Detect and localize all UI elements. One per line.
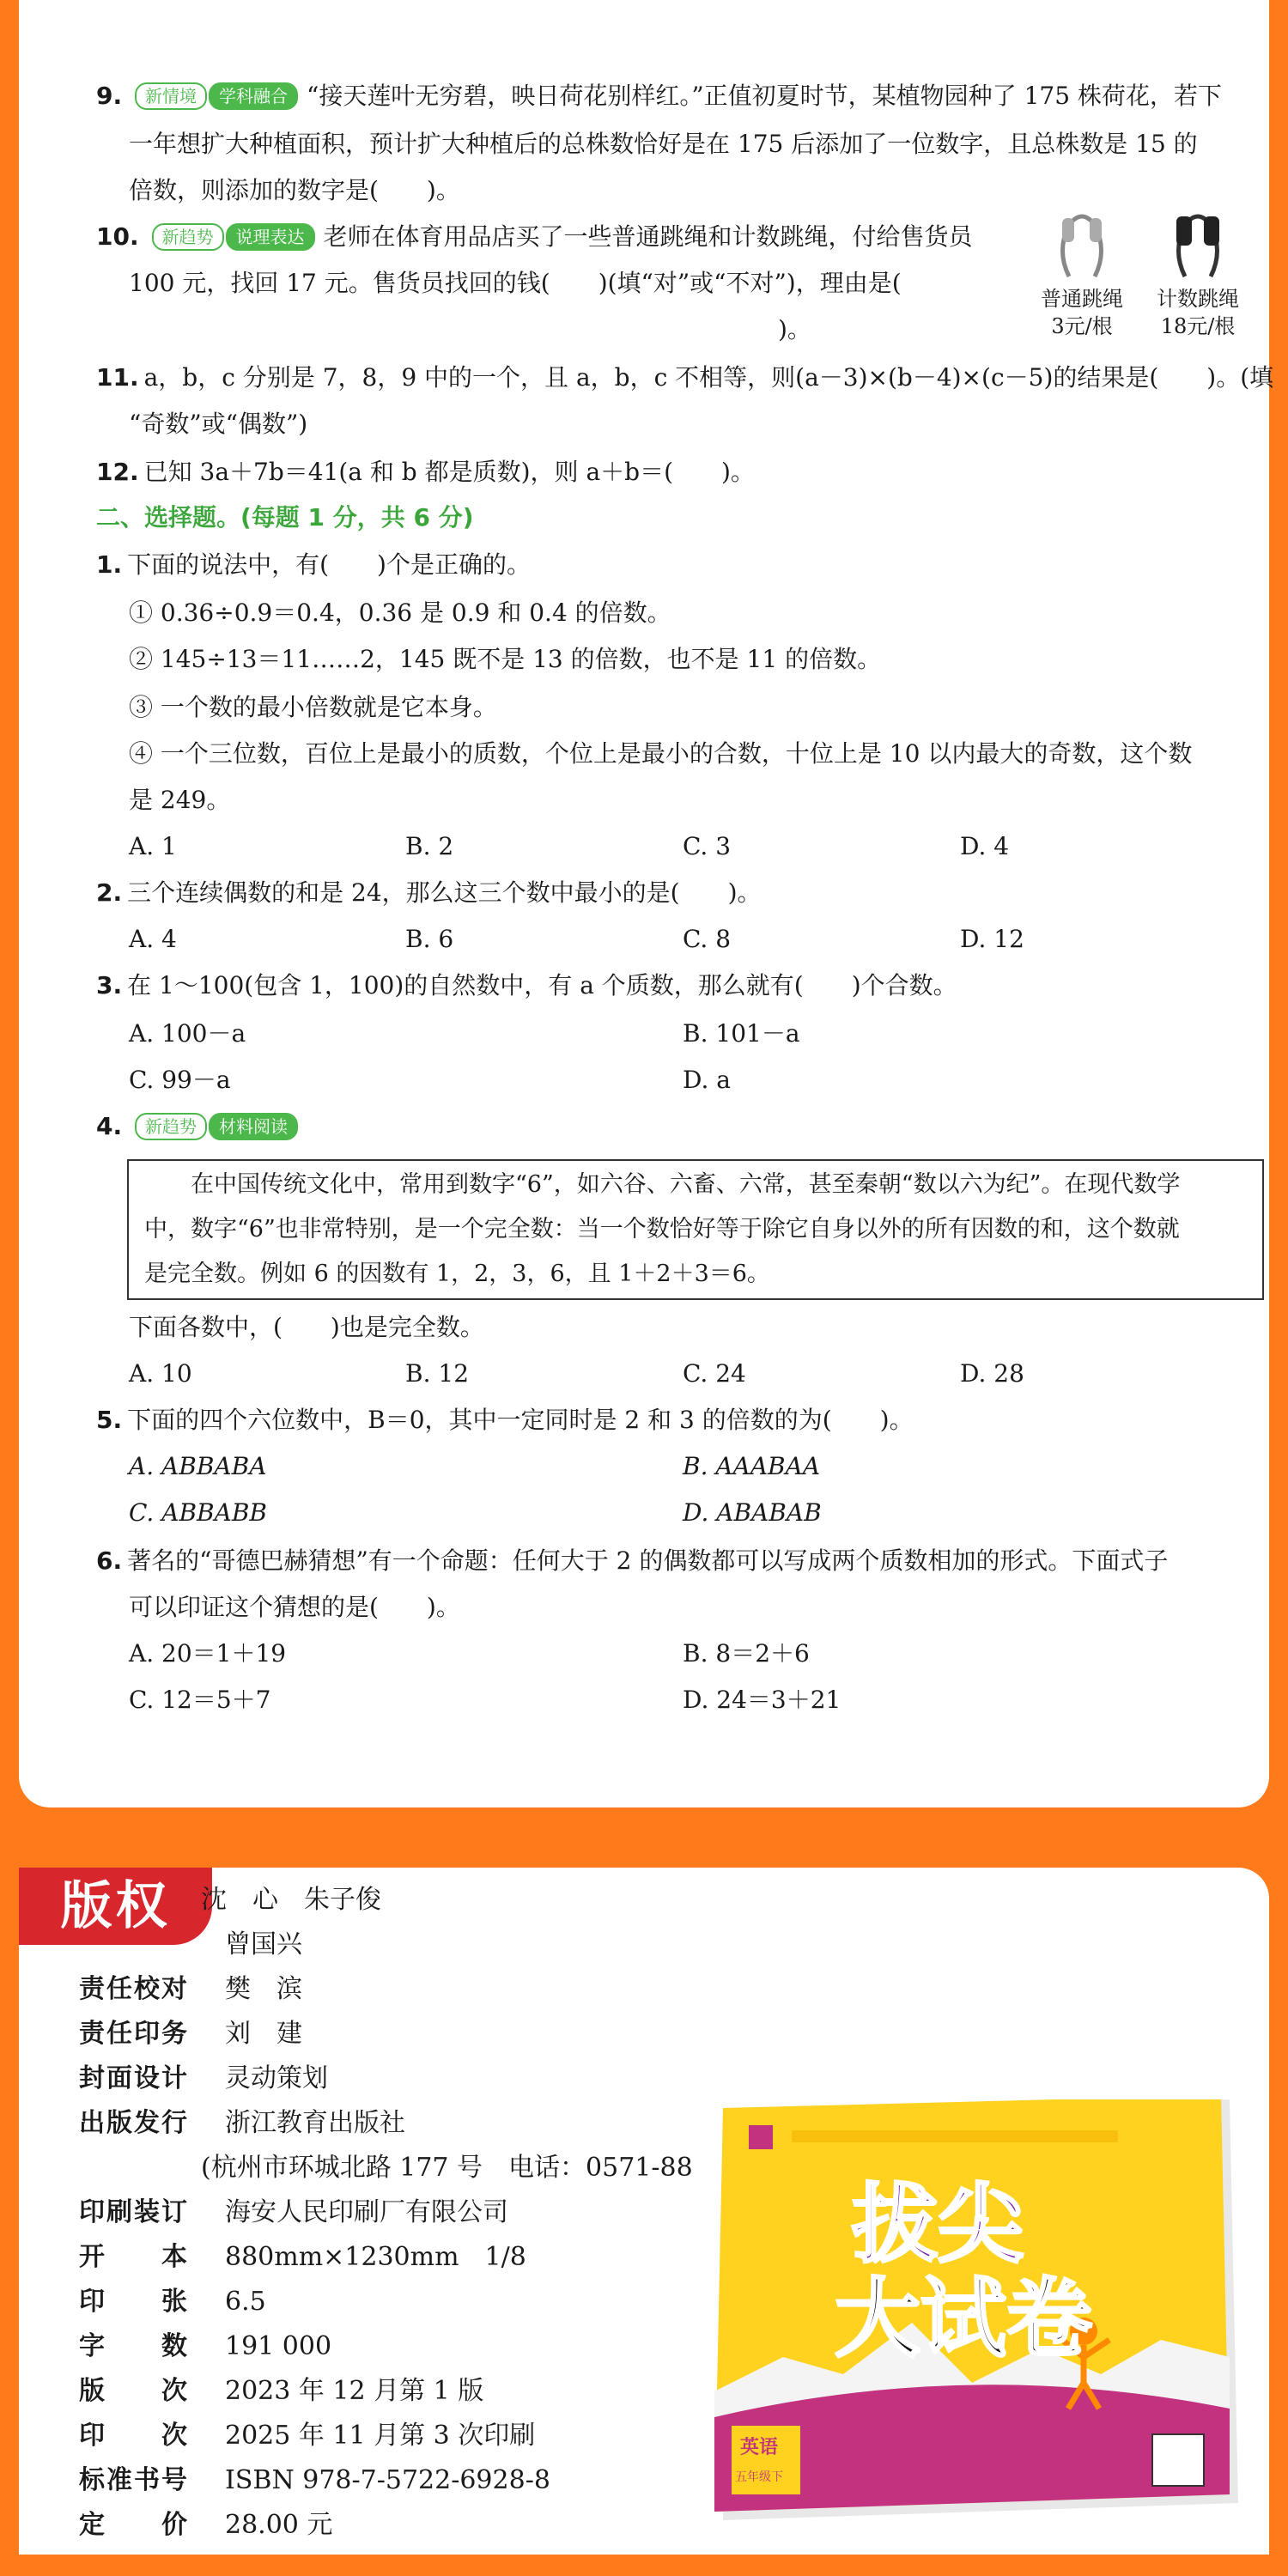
choice-2-option-a[interactable]: A. 4 [129,925,177,953]
statement-3: ③ 一个数的最小倍数就是它本身。 [129,693,497,721]
choice-4-option-a[interactable]: A. 10 [129,1359,192,1388]
copyright-row-printing: 印 次 2025 年 11 月第 3 次印刷 [79,2421,536,2451]
choice-6-option-d[interactable]: D. 24＝3＋21 [683,1686,841,1714]
question-9-line-2: 一年想扩大种植面积，预计扩大种植后的总株数恰好是在 175 后添加了一位数字，且总株数是 15 的 [129,130,1198,158]
plain-rope-label: 普通跳绳 3元/根 [1041,287,1123,338]
question-12: 12. 已知 3a＋7b＝41(a 和 b 都是质数)，则 a＋b＝( )。 [96,458,755,486]
copyright-row-printer: 印刷装订 海安人民印刷厂有限公司 [79,2197,508,2227]
section-title: 二、选择题。(每题 1 分，共 6 分) [96,503,474,532]
choice-2-option-b[interactable]: B. 6 [405,925,454,953]
question-10: 10. 新趋势 说理表达 老师在体育用品店买了一些普通跳绳和计数跳绳，付给售货员 [96,222,973,251]
copyright-row-words: 字 数 191 000 [79,2331,332,2361]
copyright-row-editor: 曾国兴 [225,1929,302,1959]
copyright-row-cover: 封面设计 灵动策划 [79,2063,328,2093]
copyright-badge: 版权 [19,1868,212,1945]
question-10-line-3: )。 [129,315,811,343]
choice-4-stem: 下面各数中，( )也是完全数。 [129,1313,484,1341]
choice-5: 5. 下面的四个六位数中，B＝0，其中一定同时是 2 和 3 的倍数的为( )。 [96,1406,914,1434]
question-9-line-3: 倍数，则添加的数字是( )。 [129,176,460,204]
orange-bottom-strip [0,2555,1288,2576]
choice-3-option-a[interactable]: A. 100－a [129,1019,246,1048]
copyright-content [19,1868,1269,2555]
book-grade: 五年级下 [735,2470,783,2484]
choice-6: 6. 著名的“哥德巴赫猜想”有一个命题：任何大于 2 的偶数都可以写成两个质数相加的形式。下面式子 [96,1546,1169,1575]
copyright-row-price: 定 价 28.00 元 [79,2510,333,2540]
tag-interdisciplinary: 学科融合 [209,82,298,110]
copyright-row-print-duty: 责任印务 刘 建 [79,2019,302,2049]
statement-4: ④ 一个三位数，百位上是最小的质数，个位上是最小的合数，十位上是 10 以内最大的奇数，这个数 [129,739,1193,768]
book-title-1: 拔尖 [852,2174,1024,2275]
choice-1: 1. 下面的说法中，有( )个是正确的。 [96,550,531,579]
orange-divider [0,1807,1288,1868]
copyright-row-publisher: 出版发行 浙江教育出版社 [79,2108,405,2138]
copyright-row-address: (杭州市环城北路 177 号 电话：0571-88 [201,2153,693,2183]
choice-6-option-a[interactable]: A. 20＝1＋19 [129,1639,287,1668]
choice-5-option-a[interactable]: A. ABBABA [129,1452,267,1480]
statement-1: ① 0.36÷0.9＝0.4，0.36 是 0.9 和 0.4 的倍数。 [129,598,671,627]
question-11: 11. a，b，c 分别是 7，8，9 中的一个，且 a，b，c 不相等，则(a－3)×(b－4)×(c－5)的结果是( )。(填 [96,363,1274,392]
choice-1-option-b[interactable]: B. 2 [405,832,454,860]
choice-6-option-c[interactable]: C. 12＝5＋7 [129,1686,271,1714]
choice-1-option-c[interactable]: C. 3 [683,832,732,860]
book-cover-image [714,2099,1247,2529]
choice-4: 4. 新趋势 材料阅读 [96,1103,307,1151]
choice-3: 3. 在 1～100(包含 1，100)的自然数中，有 a 个质数，那么就有( )个合数。 [96,971,957,999]
choice-5-option-c[interactable]: C. ABBABB [129,1498,267,1527]
copyright-row-format: 开 本 880mm×1230mm 1/8 [79,2242,526,2272]
choice-4-option-b[interactable]: B. 12 [405,1359,470,1388]
question-10-line-2: 100 元，找回 17 元。售货员找回的钱( )(填“对”或“不对”)，理由是( [129,269,902,297]
reading-material-box: 在中国传统文化中，常用到数字“6”，如六谷、六畜、六常，甚至秦朝“数以六为纪”。在现代数学 中，数字“6”也非常特别，是一个完全数：当一个数恰好等于除它自身以外的所有因数的和，这个数就 是完全数。例如 6 的因数有 1，2，3，6，且 1＋2＋3＝6。 [127,1159,1264,1300]
copyright-row-edition: 版 次 2023 年 12 月第 1 版 [79,2376,484,2406]
choice-5-option-d[interactable]: D. ABABAB [683,1498,822,1527]
copyright-row-sheets: 印 张 6.5 [79,2287,266,2317]
choice-1-option-d[interactable]: D. 4 [960,832,1010,860]
tag-new-trend: 新趋势 [152,223,224,251]
counting-rope-icon [1168,199,1228,285]
statement-2: ② 145÷13＝11……2，145 既不是 13 的倍数，也不是 11 的倍数。 [129,645,882,673]
question-9: 9. 新情境 学科融合 “接天莲叶无穷碧，映日荷花别样红。”正值初夏时节，某植物园种了 175 株荷花，若下 [96,82,1222,110]
book-subject: 英语 [740,2437,779,2458]
copyright-row-isbn: 标准书号 ISBN 978-7-5722-6928-8 [79,2465,550,2495]
choice-2-option-c[interactable]: C. 8 [683,925,732,953]
copyright-row-proofread: 责任校对 樊 滨 [79,1974,302,2004]
counting-rope-label: 计数跳绳 18元/根 [1157,287,1239,338]
choice-6-line-2: 可以印证这个猜想的是( )。 [129,1593,460,1621]
tag-new-trend: 新趋势 [135,1113,207,1140]
choice-1-option-a[interactable]: A. 1 [129,832,177,860]
plain-rope-icon [1052,199,1112,285]
choice-4-option-c[interactable]: C. 24 [683,1359,746,1388]
tag-reading: 材料阅读 [209,1113,298,1140]
choice-5-option-b[interactable]: B. AAABAA [683,1452,821,1480]
choice-6-option-b[interactable]: B. 8＝2＋6 [683,1639,810,1668]
copyright-row-authors: 沈 心 朱子俊 [201,1885,381,1915]
choice-2-option-d[interactable]: D. 12 [960,925,1024,953]
choice-3-option-c[interactable]: C. 99－a [129,1066,231,1094]
statement-4-cont: 是 249。 [129,786,231,814]
choice-2: 2. 三个连续偶数的和是 24，那么这三个数中最小的是( )。 [96,878,762,907]
book-title-2: 大试卷 [835,2269,1092,2369]
tag-reasoning: 说理表达 [226,223,315,251]
choice-3-option-d[interactable]: D. a [683,1066,731,1094]
question-11-line-2: “奇数”或“偶数”) [129,410,308,438]
choice-4-option-d[interactable]: D. 28 [960,1359,1024,1388]
tag-new-context: 新情境 [135,82,207,110]
choice-3-option-b[interactable]: B. 101－a [683,1019,800,1048]
